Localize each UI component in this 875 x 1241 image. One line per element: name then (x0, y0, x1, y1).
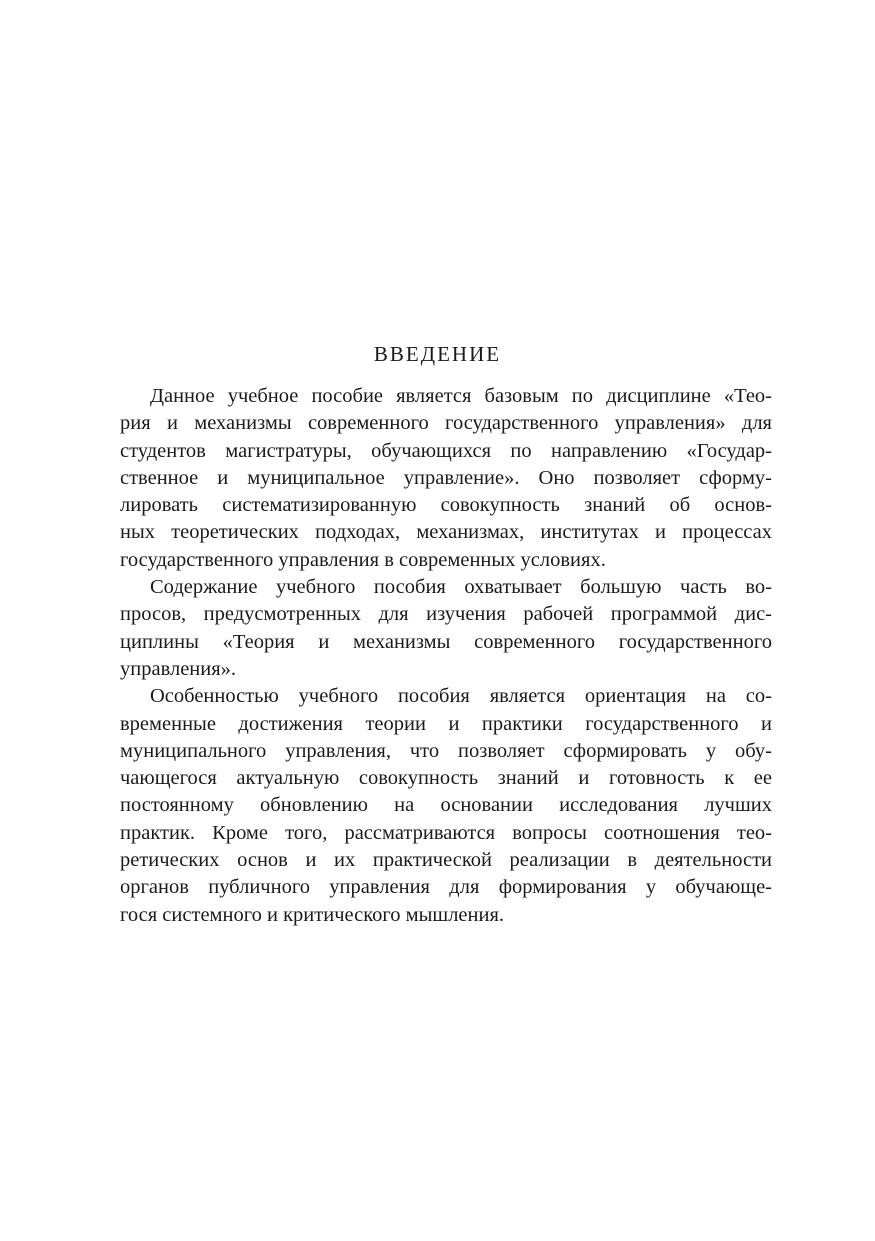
paragraph-3-line: временные достижения теории и практики государственного и (120, 712, 772, 735)
paragraph-3-line: практик. Кроме того, рассматриваются вопросы соотношения тео- (120, 821, 772, 844)
paragraph-1-line: ных теоретических подходах, механизмах, институтах и процессах (120, 521, 772, 544)
body-text (120, 383, 772, 929)
paragraph-2-line: Содержание учебного пособия охватывает большую часть во- (150, 576, 772, 599)
paragraph-2-line: управления». (120, 657, 237, 680)
paragraph-3-line: ретических основ и их практической реализации в деятельности (120, 849, 772, 872)
paragraph-2-line: просов, предусмотренных для изучения рабочей программой дис- (120, 603, 772, 626)
paragraph-1-line: государственного управления в современных условиях. (120, 548, 606, 571)
page-title: ВВЕДЕНИЕ (373, 342, 502, 366)
paragraph-2-line: циплины «Теория и механизмы современного государственного (120, 630, 772, 653)
paragraph-1-line: ственное и муниципальное управление». Оно позволяет сформу- (120, 466, 772, 489)
paragraph-1-line: Данное учебное пособие является базовым по дисциплине «Тео- (150, 385, 772, 407)
paragraph-1-line: студентов магистратуры, обучающихся по направлению «Государ- (120, 439, 772, 462)
paragraph-3-line: чающегося актуальную совокупность знаний и готовность к ее (120, 767, 772, 790)
paragraph-1-line: лировать систематизированную совокупность знаний об основ- (120, 494, 772, 517)
paragraph-3-line: гося системного и критического мышления. (120, 903, 505, 926)
paragraph-3-line: органов публичного управления для формирования у обучающе- (120, 876, 772, 899)
paragraph-3-line: постоянному обновлению на основании исследования лучших (120, 794, 772, 817)
paragraph-1-line: рия и механизмы современного государственного управления» для (120, 412, 772, 435)
paragraph-3-line: муниципального управления, что позволяет сформировать у обу- (120, 739, 772, 762)
paragraph-3-line: Особенностью учебного пособия является ориентация на со- (150, 685, 772, 708)
